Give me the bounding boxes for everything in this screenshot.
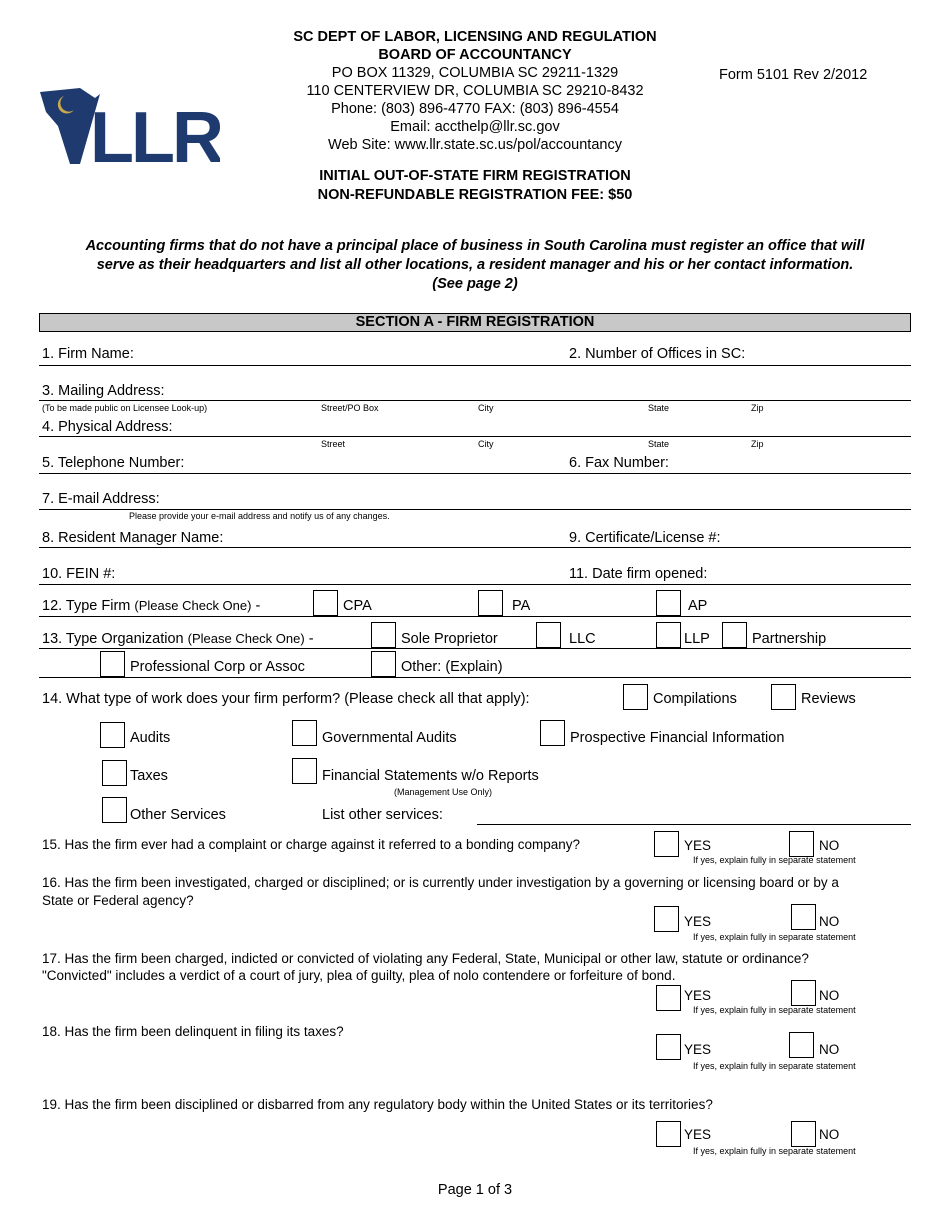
q18-explain-note: If yes, explain fully in separate statement bbox=[693, 1061, 856, 1071]
form-number: Form 5101 Rev 2/2012 bbox=[719, 67, 868, 83]
q17-explain-note: If yes, explain fully in separate statement bbox=[693, 1005, 856, 1015]
q19-explain-note: If yes, explain fully in separate statement bbox=[693, 1146, 856, 1156]
pa-label: PA bbox=[512, 598, 531, 614]
form-title: INITIAL OUT-OF-STATE FIRM REGISTRATION bbox=[319, 168, 631, 184]
q19-yes-checkbox[interactable] bbox=[656, 1121, 681, 1147]
reviews-label: Reviews bbox=[801, 691, 856, 707]
street-caption: Street bbox=[321, 439, 346, 449]
taxes-label: Taxes bbox=[130, 768, 168, 784]
other-explain-checkbox[interactable] bbox=[371, 651, 396, 677]
fein-date-field[interactable] bbox=[39, 584, 911, 585]
type-org-divider bbox=[39, 648, 911, 649]
question-16-line-2: State or Federal agency? bbox=[42, 893, 194, 908]
state-caption: State bbox=[648, 439, 670, 449]
page-number: Page 1 of 3 bbox=[437, 1182, 513, 1198]
svg-text:LLR: LLR bbox=[90, 98, 220, 166]
resident-manager-label: 8. Resident Manager Name: bbox=[42, 530, 224, 546]
q18-yes-checkbox[interactable] bbox=[656, 1034, 681, 1060]
phone-fax: Phone: (803) 896-4770 FAX: (803) 896-4554 bbox=[331, 101, 619, 117]
agency-name: SC DEPT OF LABOR, LICENSING AND REGULATION bbox=[293, 29, 657, 45]
q18-yes-label: YES bbox=[684, 1042, 712, 1057]
partnership-checkbox[interactable] bbox=[722, 622, 747, 648]
q17-no-label: NO bbox=[819, 988, 840, 1003]
question-16-line-1: 16. Has the firm been investigated, charged or disciplined; or is currently under investigation by a governing or licensing board or by a bbox=[42, 875, 839, 890]
prospective-financial-checkbox[interactable] bbox=[540, 720, 565, 746]
ap-checkbox[interactable] bbox=[656, 590, 681, 616]
po-box: PO BOX 11329, COLUMBIA SC 29211-1329 bbox=[331, 65, 619, 81]
q17-no-checkbox[interactable] bbox=[791, 980, 816, 1006]
taxes-checkbox[interactable] bbox=[102, 760, 127, 786]
list-other-services-label: List other services: bbox=[322, 807, 443, 823]
q15-explain-note: If yes, explain fully in separate statement bbox=[693, 855, 856, 865]
q17-yes-checkbox[interactable] bbox=[656, 985, 681, 1011]
audits-label: Audits bbox=[130, 730, 171, 746]
q19-no-checkbox[interactable] bbox=[791, 1121, 816, 1147]
physical-address-label: 4. Physical Address: bbox=[42, 419, 173, 435]
llp-label: LLP bbox=[684, 631, 710, 647]
governmental-audits-label: Governmental Audits bbox=[322, 730, 457, 746]
q17-yes-label: YES bbox=[684, 988, 712, 1003]
board-name: BOARD OF ACCOUNTANCY bbox=[378, 47, 572, 63]
q15-no-checkbox[interactable] bbox=[789, 831, 814, 857]
q16-yes-checkbox[interactable] bbox=[654, 906, 679, 932]
q19-no-label: NO bbox=[819, 1127, 840, 1142]
sole-proprietor-checkbox[interactable] bbox=[371, 622, 396, 648]
state-caption: State bbox=[648, 403, 670, 413]
q19-yes-label: YES bbox=[684, 1127, 712, 1142]
physical-address-field[interactable] bbox=[39, 436, 911, 437]
question-17-line-2: "Convicted" includes a verdict of a court of jury, plea of guilty, plea of nolo contendere or forfeiture of bond. bbox=[42, 968, 676, 983]
cpa-checkbox[interactable] bbox=[313, 590, 338, 616]
q18-no-label: NO bbox=[819, 1042, 840, 1057]
q15-yes-label: YES bbox=[684, 838, 712, 853]
firm-name-label: 1. Firm Name: bbox=[42, 346, 134, 362]
manager-license-field[interactable] bbox=[39, 547, 911, 548]
llp-checkbox[interactable] bbox=[656, 622, 681, 648]
type-organization-label: 13. Type Organization (Please Check One) - bbox=[42, 631, 314, 647]
email-note: Please provide your e-mail address and notify us of any changes. bbox=[129, 511, 390, 521]
reviews-checkbox[interactable] bbox=[771, 684, 796, 710]
llr-logo bbox=[40, 86, 220, 166]
registration-fee: NON-REFUNDABLE REGISTRATION FEE: $50 bbox=[317, 187, 633, 203]
work-type-label: 14. What type of work does your firm perform? (Please check all that apply): bbox=[42, 691, 530, 707]
fax-label: 6. Fax Number: bbox=[569, 455, 669, 471]
prospective-financial-label: Prospective Financial Information bbox=[570, 730, 785, 746]
telephone-fax-field[interactable] bbox=[39, 473, 911, 474]
professional-corp-label: Professional Corp or Assoc bbox=[130, 659, 305, 675]
zip-caption: Zip bbox=[751, 403, 764, 413]
sc-state-shape-icon bbox=[40, 86, 220, 166]
compilations-checkbox[interactable] bbox=[623, 684, 648, 710]
llc-label: LLC bbox=[569, 631, 596, 647]
fein-label: 10. FEIN #: bbox=[42, 566, 116, 582]
ap-label: AP bbox=[688, 598, 708, 614]
question-19: 19. Has the firm been disciplined or disbarred from any regulatory body within the United States or its territories? bbox=[42, 1097, 713, 1112]
email-field[interactable] bbox=[39, 509, 911, 510]
mailing-public-note: (To be made public on Licensee Look-up) bbox=[42, 403, 208, 413]
type-firm-divider bbox=[39, 616, 911, 617]
other-services-label: Other Services bbox=[130, 807, 226, 823]
q16-yes-label: YES bbox=[684, 914, 712, 929]
telephone-label: 5. Telephone Number: bbox=[42, 455, 185, 471]
mailing-address-label: 3. Mailing Address: bbox=[42, 383, 165, 399]
other-explain-label: Other: (Explain) bbox=[401, 659, 503, 675]
website: Web Site: www.llr.state.sc.us/pol/accountancy bbox=[328, 137, 622, 153]
certificate-license-label: 9. Certificate/License #: bbox=[569, 530, 721, 546]
firm-name-field[interactable] bbox=[39, 365, 911, 366]
pa-checkbox[interactable] bbox=[478, 590, 503, 616]
zip-caption: Zip bbox=[751, 439, 764, 449]
llc-checkbox[interactable] bbox=[536, 622, 561, 648]
q16-no-checkbox[interactable] bbox=[791, 904, 816, 930]
mailing-address-field[interactable] bbox=[39, 400, 911, 401]
q16-no-label: NO bbox=[819, 914, 840, 929]
other-services-field[interactable] bbox=[477, 824, 911, 825]
q16-explain-note: If yes, explain fully in separate statement bbox=[693, 932, 856, 942]
intro-line-2: serve as their headquarters and list all other locations, a resident manager and his or her contact information. bbox=[96, 257, 854, 273]
q15-yes-checkbox[interactable] bbox=[654, 831, 679, 857]
question-15: 15. Has the firm ever had a complaint or charge against it referred to a bonding company? bbox=[42, 837, 581, 852]
date-opened-label: 11. Date firm opened: bbox=[569, 566, 708, 582]
email-label: 7. E-mail Address: bbox=[42, 491, 160, 507]
audits-checkbox[interactable] bbox=[100, 722, 125, 748]
financial-statements-checkbox[interactable] bbox=[292, 758, 317, 784]
street-address: 110 CENTERVIEW DR, COLUMBIA SC 29210-8432 bbox=[306, 83, 644, 99]
question-18: 18. Has the firm been delinquent in filing its taxes? bbox=[42, 1024, 344, 1039]
other-services-checkbox[interactable] bbox=[102, 797, 127, 823]
intro-line-1: Accounting firms that do not have a principal place of business in South Carolina must register an office that will bbox=[85, 238, 865, 254]
q18-no-checkbox[interactable] bbox=[789, 1032, 814, 1058]
compilations-label: Compilations bbox=[653, 691, 737, 707]
email: Email: accthelp@llr.sc.gov bbox=[390, 119, 560, 135]
type-firm-label: 12. Type Firm (Please Check One) - bbox=[42, 598, 261, 614]
intro-line-3: (See page 2) bbox=[432, 276, 518, 292]
question-17-line-1: 17. Has the firm been charged, indicted or convicted of violating any Federal, State, Municipal or other law, statute or ordinance? bbox=[42, 951, 809, 966]
management-use-note: (Management Use Only) bbox=[394, 787, 493, 797]
city-caption: City bbox=[478, 403, 494, 413]
city-caption: City bbox=[478, 439, 494, 449]
offices-count-label: 2. Number of Offices in SC: bbox=[569, 346, 746, 362]
governmental-audits-checkbox[interactable] bbox=[292, 720, 317, 746]
professional-corp-checkbox[interactable] bbox=[100, 651, 125, 677]
street-po-caption: Street/PO Box bbox=[321, 403, 379, 413]
other-explain-field[interactable] bbox=[39, 677, 911, 678]
sole-proprietor-label: Sole Proprietor bbox=[401, 631, 498, 647]
cpa-label: CPA bbox=[343, 598, 372, 614]
q15-no-label: NO bbox=[819, 838, 840, 853]
section-a-title: SECTION A - FIRM REGISTRATION bbox=[39, 313, 911, 332]
financial-statements-label: Financial Statements w/o Reports bbox=[322, 768, 539, 784]
partnership-label: Partnership bbox=[752, 631, 827, 647]
